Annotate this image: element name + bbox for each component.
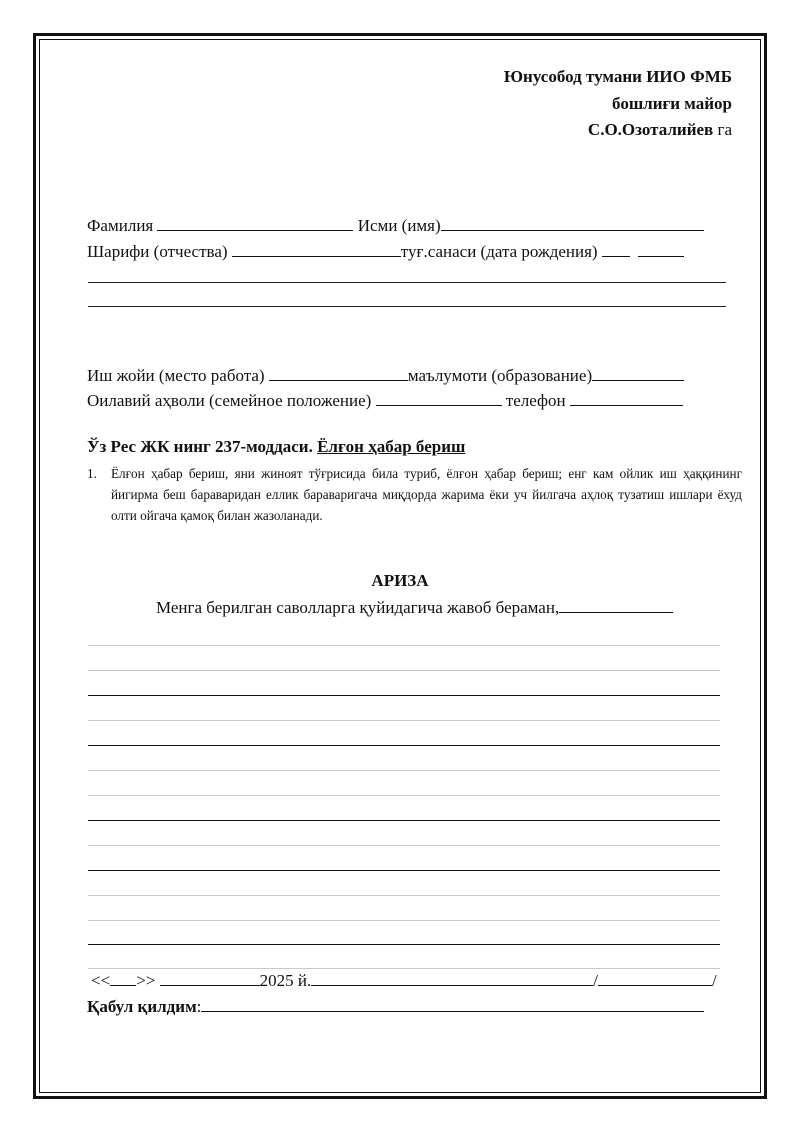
month-field[interactable] [160,969,260,986]
answer-line[interactable] [88,645,720,646]
patronymic-row [87,240,684,262]
phone-label: телефон [505,391,566,410]
slash-close: / [711,971,717,990]
law-title-underlined: Ёлғон ҳабар бериш [317,437,466,456]
patronymic-field[interactable] [232,240,401,257]
addressee-block [504,64,732,144]
answer-line[interactable] [88,770,720,771]
date-open: << [91,971,111,990]
statement-intro-row [156,596,673,618]
surname-label: Фамилия [87,216,154,235]
accepted-field[interactable] [201,995,704,1012]
signature-field[interactable] [311,969,593,986]
answer-line[interactable] [88,745,720,746]
name-label: Исми (имя) [357,216,441,235]
surname-row [87,214,704,236]
statement-intro: Менга берилган саволларга қуйидагича жавоб бераман, [156,598,560,617]
accepted-label: Қабул қилдим [87,997,197,1016]
addressee-name: С.О.Озоталийев [587,120,714,139]
addressee-line-1: Юнусобод тумани ИИО ФМБ [503,67,732,86]
blank-line[interactable] [88,306,726,307]
date-signature-row [91,969,717,991]
slash-open: / [593,971,598,990]
law-title-prefix: Ўз Рес ЖК нинг 237-моддаси. [87,437,318,456]
workplace-field[interactable] [269,364,408,381]
accepted-colon: : [196,997,202,1016]
answer-line[interactable] [88,920,720,921]
year-label: 2025 й. [259,971,312,990]
answer-line[interactable] [88,944,720,945]
statement-title: АРИЗА [371,571,429,590]
law-title [87,437,465,457]
blank-line[interactable] [88,282,726,283]
addressee-suffix: га [713,120,732,139]
addressee-line-3 [504,117,732,144]
answer-line[interactable] [88,670,720,671]
education-field[interactable] [592,364,684,381]
answer-line[interactable] [88,695,720,696]
answer-line[interactable] [88,720,720,721]
intro-field[interactable] [559,596,673,613]
accepted-row [87,995,704,1017]
answer-line[interactable] [88,895,720,896]
surname-field[interactable] [157,214,353,231]
education-label: маълумоти (образование) [407,366,593,385]
workplace-label: Иш жойи (место работа) [87,366,265,385]
addressee-line-2: бошлиғи майор [612,93,732,113]
law-item [87,463,742,526]
answer-line[interactable] [88,870,720,871]
day-field[interactable] [110,969,136,986]
law-item-text: Ёлғон ҳабар бериш, яни жиноят тўғрисида била туриб, ёлғон ҳабар бериш; енг кам ойлик иш ҳаққининг йигирма беш бараваридан еллик бараваригача миқдорда жарима ёки уч йилгача аҳлоқ тузатиш ишлари ёхуд олти ойгача қамоқ билан жазоланади. [111,466,742,523]
marital-label: Оилавий аҳволи (семейное положение) [87,391,372,410]
inner-border [39,39,761,1093]
law-item-number: 1. [87,466,97,481]
workplace-row [87,364,684,386]
phone-field[interactable] [570,389,683,406]
date-close: >> [136,971,156,990]
patronymic-label: Шарифи (отчества) [87,242,228,261]
name-field[interactable] [441,214,704,231]
marital-row [87,389,683,411]
answer-line[interactable] [88,795,720,796]
answer-line[interactable] [88,845,720,846]
birthdate-field-2[interactable] [638,240,684,257]
marital-field[interactable] [376,389,502,406]
birthdate-label: туғ.санаси (дата рождения) [400,242,598,261]
signer-name-field[interactable] [598,969,712,986]
answer-line[interactable] [88,820,720,821]
birthdate-field-1[interactable] [602,240,630,257]
